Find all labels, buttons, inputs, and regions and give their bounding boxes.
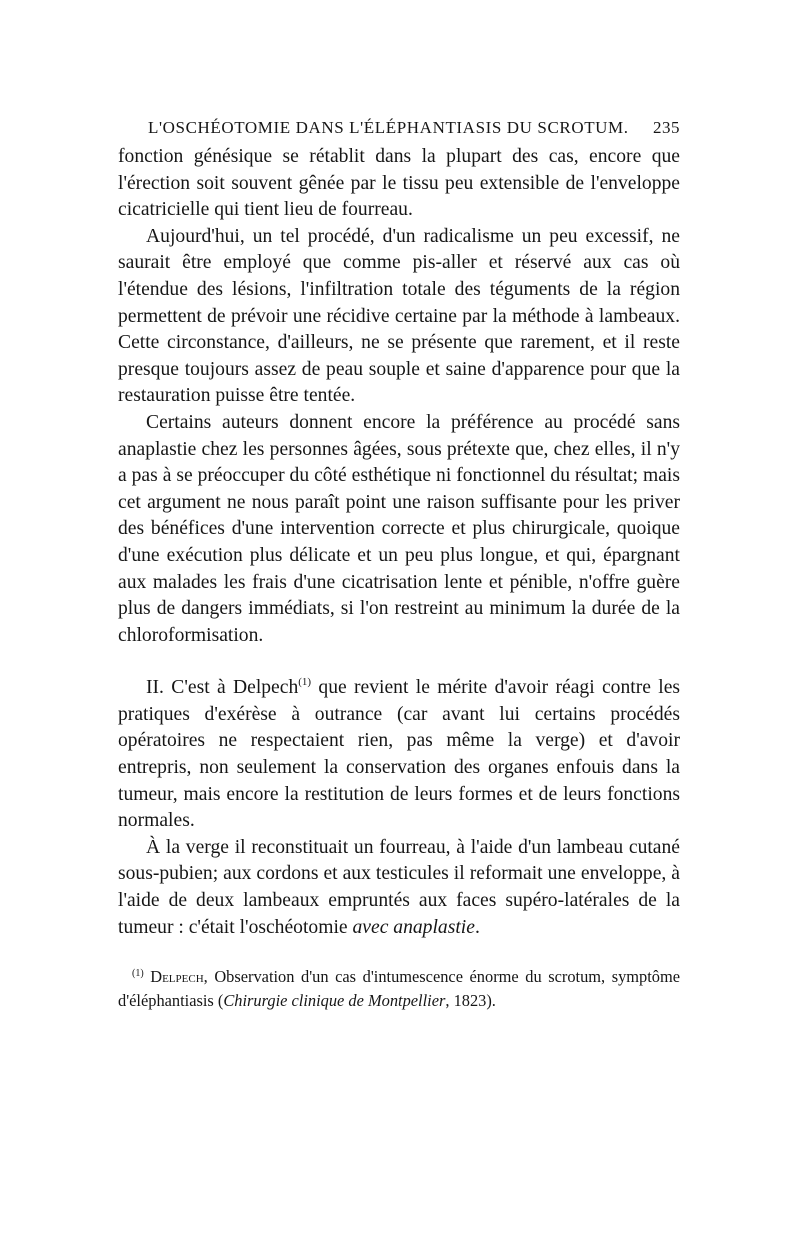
paragraph-section-ii: [118, 675, 680, 835]
section-ii-opening: II. C'est à Delpech: [146, 677, 299, 699]
a-la-verge-text: À la verge il reconstituait un fourreau, à l'aide d'un lambeau cutané sous-pubien; aux cordons et aux testicules il reformait une enveloppe, à l'aide de deux lambeaux empruntés aux faces supéro-latérales de la tumeur : c'était l'oschéotomie: [118, 836, 680, 938]
footnote-mark: (1): [132, 968, 144, 980]
paragraph-continuation: fonction génésique se rétablit dans la plupart des cas, encore que l'érection soit souvent gênée par le tissu peu extensible de l'enveloppe cicatricielle qui tient lieu de fourreau.: [118, 146, 680, 221]
page-number: 235: [653, 118, 680, 137]
footnote-author: Delpech: [150, 967, 204, 987]
running-head: [118, 118, 680, 138]
running-title: L'OSCHÉOTOMIE DANS L'ÉLÉPHANTIASIS DU SCROTUM.: [148, 118, 629, 137]
section-gap: [118, 649, 680, 675]
avec-anaplastie-italic: avec anaplastie: [352, 916, 475, 938]
footnote-text-before-title: , Observation d'un cas d'intumescence énorme du scrotum, symptôme d'éléphantiasis (: [118, 967, 680, 1011]
book-page: [118, 118, 680, 1013]
footnote-title: Chirurgie clinique de Montpellier: [223, 991, 446, 1011]
section-ii-text: que revient le mérite d'avoir réagi contre les pratiques d'exérèse à outrance (car avant lui certains procédés opératoires ne respectaient rien, pas même la verge) et d'avoir entrepris, non seulement la conservation des organes enfouis dans la tumeur, mais encore la restitution de leurs formes et de leurs fonctions normales.: [118, 677, 681, 832]
footnote-reference: (1): [298, 676, 312, 689]
paragraph-certains-auteurs: Certains auteurs donnent encore la préférence au procédé sans anaplastie chez les personnes âgées, sous prétexte que, chez elles, il n'y a pas à se préoccuper du côté esthétique ni fonctionnel du résultat; mais cet argument ne nous paraît point une raison suffisante pour les priver des bénéfices d'une intervention correcte et plus chirurgicale, quoique d'une exécution plus délicate et un peu plus longue, et qui, épargnant aux malades les frais d'une cicatrisation lente et pénible, n'offre guère plus de dangers immédiats, si l'on restreint au minimum la durée de la chloroformisation.: [118, 411, 680, 646]
footnote: [118, 965, 680, 1013]
paragraph-a-la-verge: [118, 835, 680, 941]
paragraph-aujourdhui: Aujourd'hui, un tel procédé, d'un radicalisme un peu excessif, ne saurait être employé que comme pis-aller et réservé aux cas où l'étendue des lésions, l'infiltration totale des téguments de la région permettent de prévoir une récidive certaine par la méthode à lambeaux. Cette circonstance, d'ailleurs, ne se présente que rarement, et il reste presque toujours assez de peau souple et saine d'apparence pour que la restauration puisse être tentée.: [118, 225, 680, 407]
a-la-verge-end: .: [474, 916, 480, 938]
body-text: [118, 144, 680, 941]
footnote-text-after-title: , 1823).: [445, 991, 496, 1011]
